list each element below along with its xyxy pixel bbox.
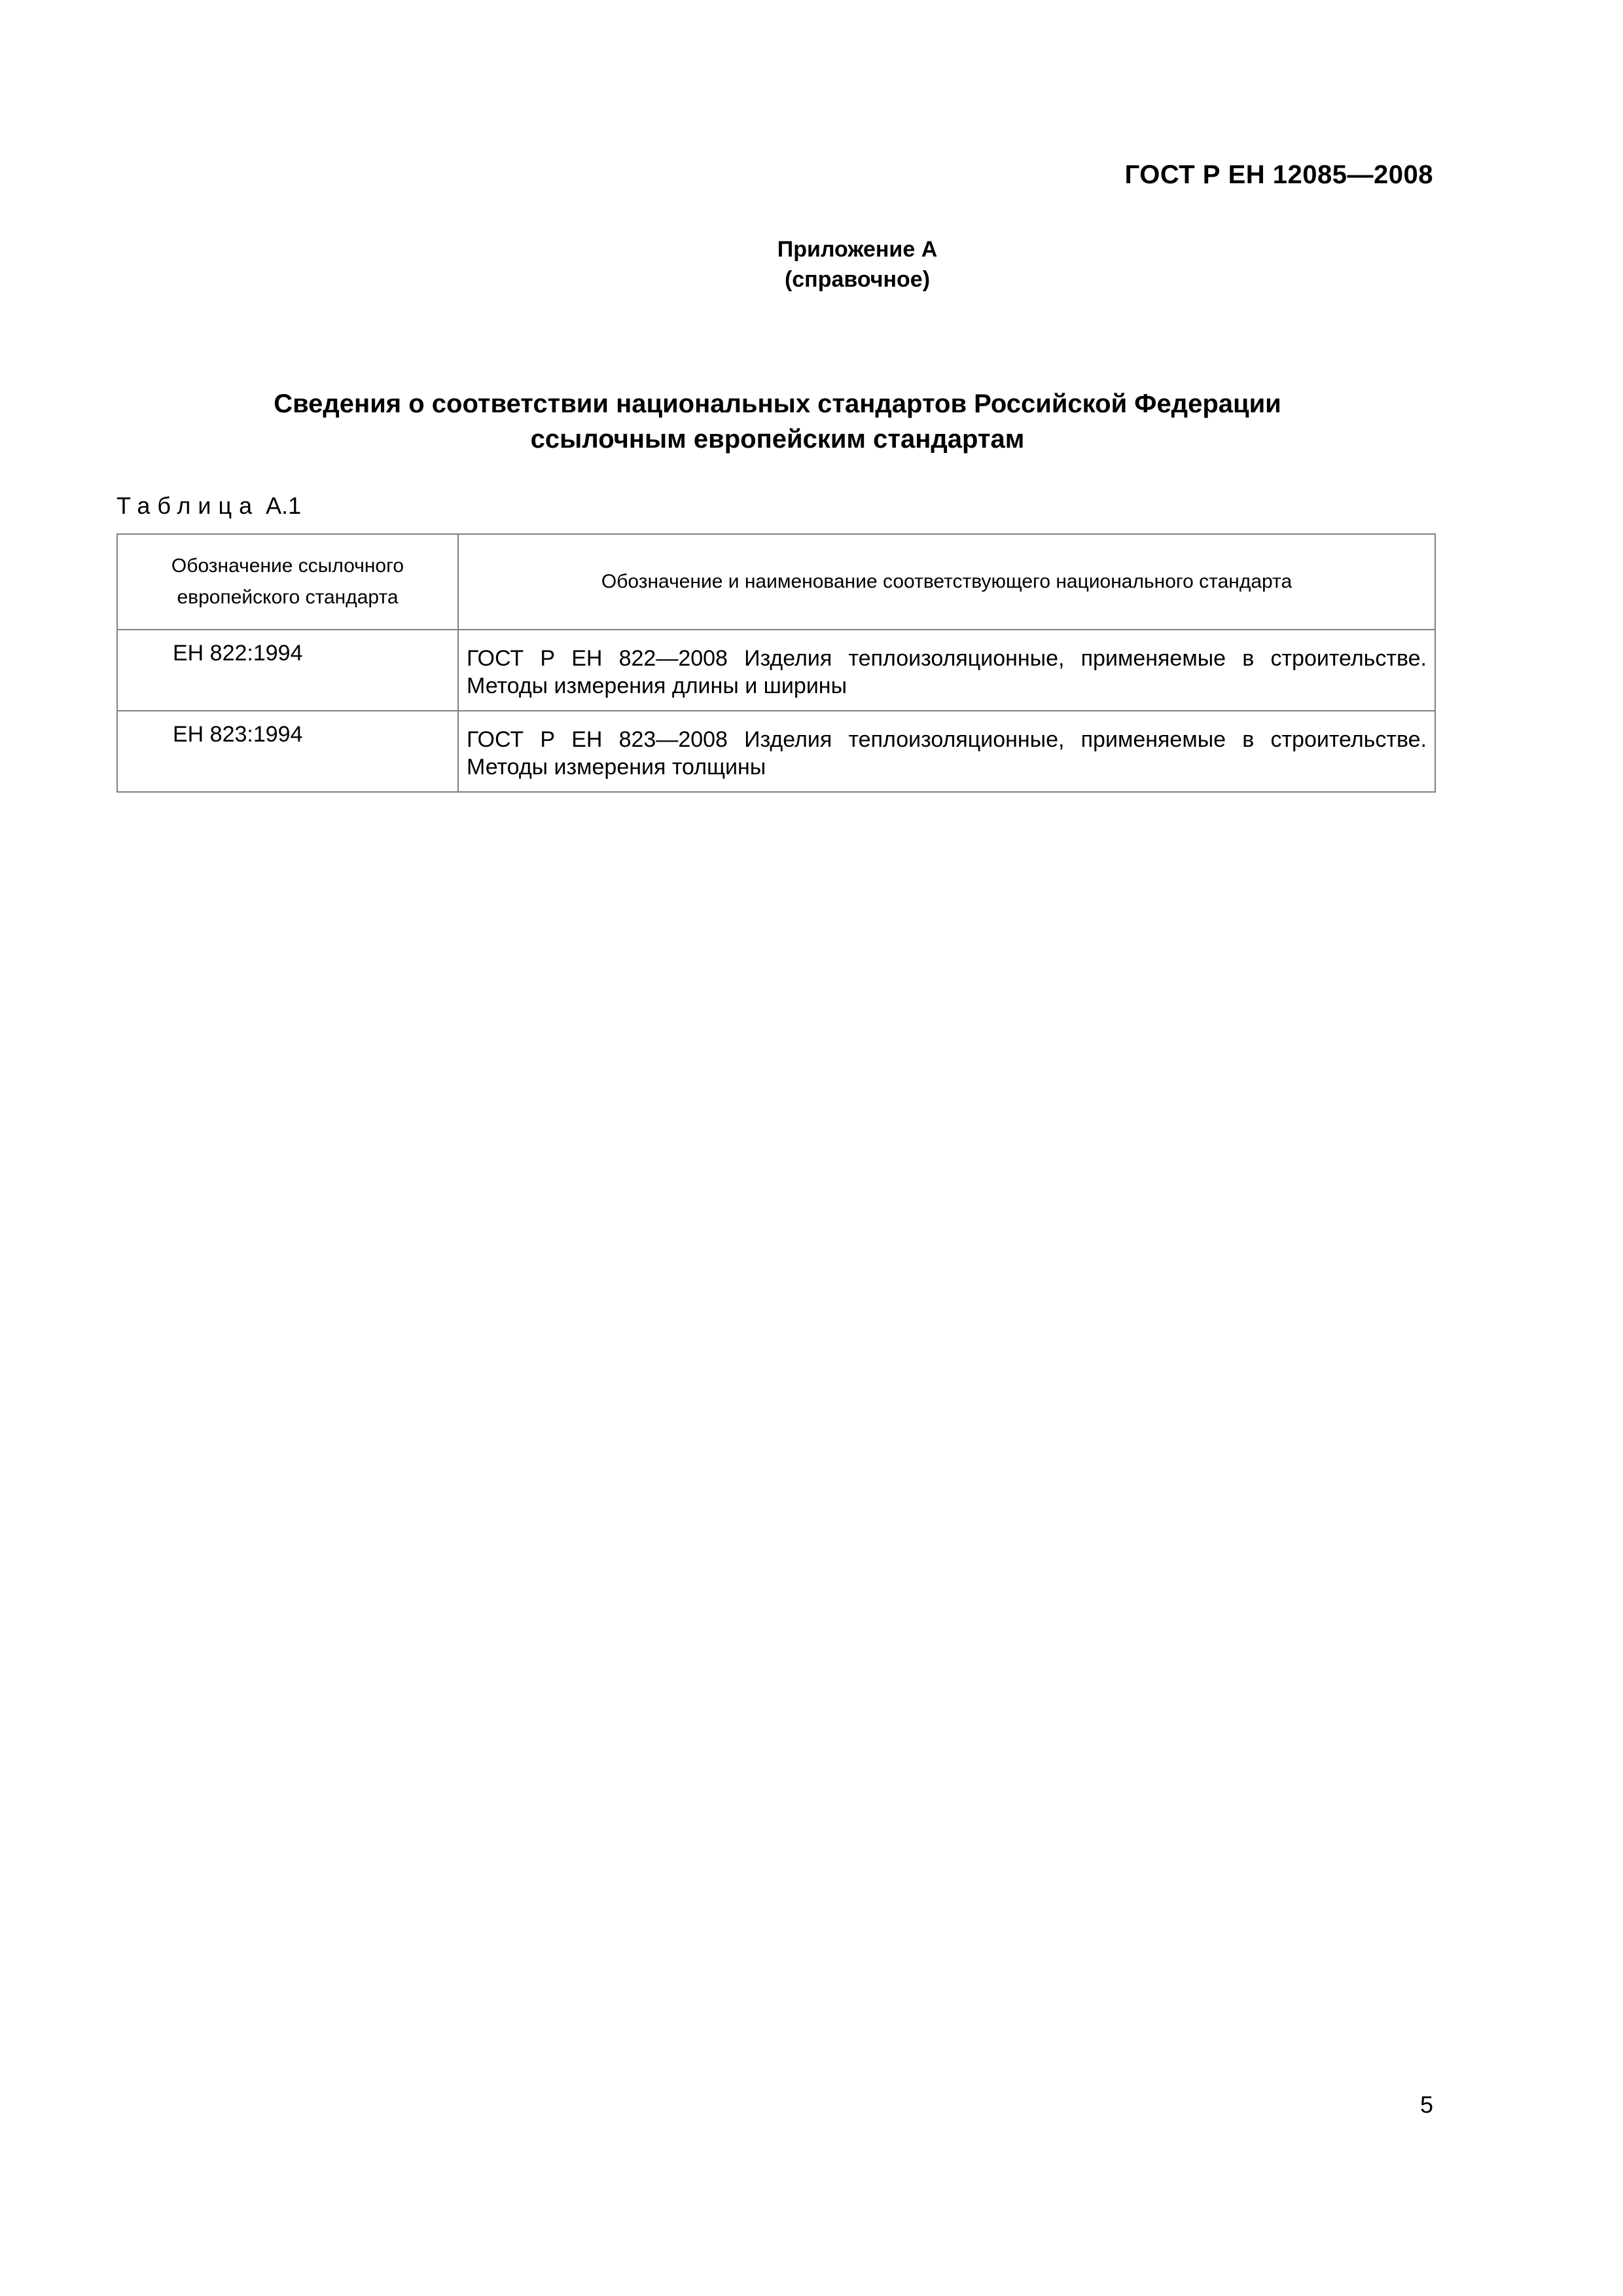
table-row [117,630,1435,711]
header-european-standard: Обозначение ссылочного европейского стандарта [117,534,458,630]
section-title-line-2: ссылочным европейским стандартам [530,425,1025,454]
section-title-line-1: Сведения о соответствии национальных стандартов Российской Федерации [274,389,1281,418]
appendix-heading [0,234,1623,295]
national-standard-name: ГОСТ Р ЕН 823—2008 Изделия теплоизоляционные, применяемые в строительстве. Методы измерения толщины [458,711,1435,792]
table-row [117,711,1435,792]
table-header-row [117,534,1435,630]
standards-correspondence-table [116,533,1436,793]
appendix-subtitle: (справочное) [784,267,931,292]
european-standard-code: ЕН 822:1994 [117,630,458,711]
document-code: ГОСТ Р ЕН 12085—2008 [1124,160,1433,189]
table-label-word: Таблица [116,492,260,519]
table-label [116,492,301,520]
section-title [116,386,1438,457]
header-national-standard: Обозначение и наименование соответствующего национального стандарта [458,534,1435,630]
national-standard-name: ГОСТ Р ЕН 822—2008 Изделия теплоизоляционные, применяемые в строительстве. Методы измерения длины и ширины [458,630,1435,711]
appendix-title: Приложение А [777,237,938,262]
european-standard-code: ЕН 823:1994 [117,711,458,792]
page-number: 5 [1419,2091,1433,2118]
table-label-number: А.1 [266,492,302,519]
